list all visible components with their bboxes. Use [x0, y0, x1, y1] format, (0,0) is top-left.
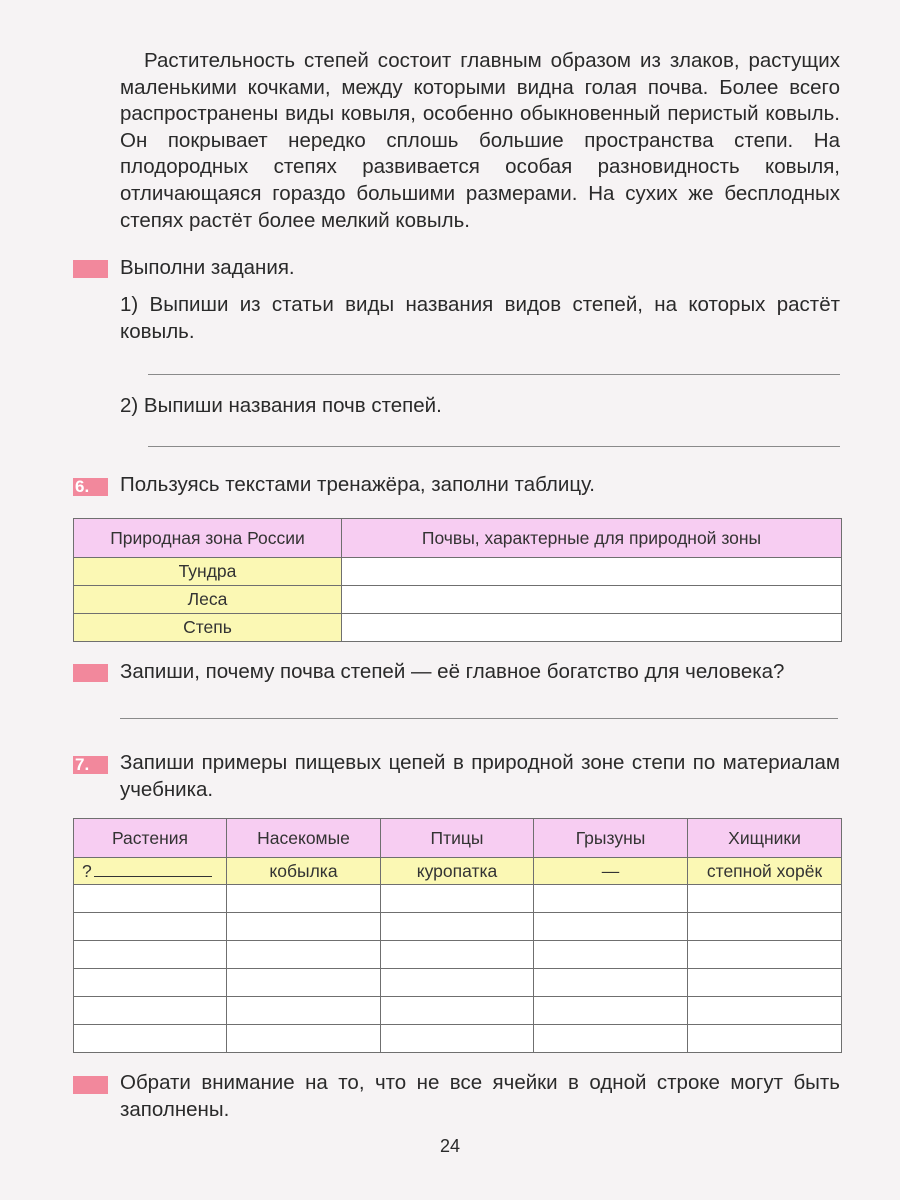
soil-table-answer-cell[interactable]: [342, 558, 842, 586]
food-chain-cell[interactable]: [227, 941, 381, 969]
food-chain-example-bird: куропатка: [381, 858, 534, 885]
soil-table-header-zone: Природная зона России: [74, 519, 342, 558]
food-chain-header-insects: Насекомые: [227, 819, 381, 858]
soil-table-header-soils: Почвы, характерные для природной зоны: [342, 519, 842, 558]
food-chain-header-plants: Растения: [74, 819, 227, 858]
food-chain-cell[interactable]: [74, 941, 227, 969]
food-chain-cell[interactable]: [688, 969, 842, 997]
food-chain-cell[interactable]: [534, 1025, 688, 1053]
food-chain-cell[interactable]: [381, 969, 534, 997]
food-chain-example-rodent: —: [534, 858, 688, 885]
answer-line-3[interactable]: [120, 718, 838, 719]
food-chain-cell[interactable]: [381, 941, 534, 969]
food-chain-cell[interactable]: [688, 997, 842, 1025]
food-chain-cell[interactable]: [227, 997, 381, 1025]
soil-table-zone-cell: Леса: [74, 586, 342, 614]
food-chain-cell[interactable]: [688, 885, 842, 913]
task-6-number: 6.: [73, 478, 108, 496]
soil-table-answer-cell[interactable]: [342, 614, 842, 642]
task-7-text: Запиши примеры пищевых цепей в природной зоне степи по материалам учебника.: [120, 751, 840, 801]
food-chain-cell[interactable]: [534, 941, 688, 969]
food-chain-example-insect: кобылка: [227, 858, 381, 885]
food-chain-cell[interactable]: [381, 913, 534, 941]
food-chain-cell[interactable]: [688, 913, 842, 941]
soil-table-zone-cell: Степь: [74, 614, 342, 642]
food-chain-example-plant[interactable]: [74, 858, 227, 885]
food-chain-cell[interactable]: [688, 941, 842, 969]
food-chain-table: [73, 818, 842, 1053]
food-chain-cell[interactable]: [74, 969, 227, 997]
food-chain-cell[interactable]: [534, 969, 688, 997]
food-chain-cell[interactable]: [381, 997, 534, 1025]
food-chain-cell[interactable]: [688, 1025, 842, 1053]
answer-line-1[interactable]: [148, 374, 840, 375]
food-chain-cell[interactable]: [74, 997, 227, 1025]
page-number: 24: [439, 1136, 461, 1156]
food-chain-header-predators: Хищники: [688, 819, 842, 858]
task-marker: [73, 1076, 108, 1094]
task-b-text: Запиши, почему почва степей — её главное богатство для человека?: [120, 660, 785, 683]
task-marker: [73, 664, 108, 682]
soil-table-answer-cell[interactable]: [342, 586, 842, 614]
fill-in-blank[interactable]: [94, 862, 212, 877]
note-text: Обрати внимание на то, что не все ячейки в одной строке могут быть заполнены.: [120, 1071, 840, 1121]
intro-paragraph: [120, 48, 840, 234]
food-chain-cell[interactable]: [74, 885, 227, 913]
soil-table: [73, 518, 842, 642]
food-chain-example-predator: степной хорёк: [688, 858, 842, 885]
task-a-heading: Выполни задания.: [120, 256, 295, 279]
task-marker: [73, 260, 108, 278]
food-chain-cell[interactable]: [227, 885, 381, 913]
food-chain-cell[interactable]: [534, 885, 688, 913]
food-chain-cell[interactable]: [227, 969, 381, 997]
answer-line-2[interactable]: [148, 446, 840, 447]
food-chain-header-birds: Птицы: [381, 819, 534, 858]
task-6-text: Пользуясь текстами тренажёра, заполни таблицу.: [120, 473, 595, 496]
food-chain-cell[interactable]: [534, 997, 688, 1025]
food-chain-cell[interactable]: [74, 1025, 227, 1053]
food-chain-cell[interactable]: [227, 913, 381, 941]
question-mark: ?: [82, 860, 92, 881]
food-chain-cell[interactable]: [534, 913, 688, 941]
food-chain-cell[interactable]: [227, 1025, 381, 1053]
food-chain-header-rodents: Грызуны: [534, 819, 688, 858]
food-chain-cell[interactable]: [381, 885, 534, 913]
task-a-question-1: 1) Выпиши из статьи виды названия видов степей, на которых растёт ковыль.: [120, 293, 840, 343]
task-a-question-2: 2) Выпиши названия почв степей.: [120, 394, 442, 417]
soil-table-zone-cell: Тундра: [74, 558, 342, 586]
task-7-number: 7.: [73, 756, 108, 774]
food-chain-cell[interactable]: [74, 913, 227, 941]
intro-paragraph-text: Растительность степей состоит главным образом из злаков, растущих маленькими кочками, между которыми видна голая почва. Более всего распространены виды ковыля, особенно обыкновенный перистый ковыль. Он покрывает нередко сплошь большие пространства степи. На плодородных степях развивается особая разновидность ковыля, отличающаяся гораздо большими размерами. На сухих же бесплодных степях растёт более мелкий ковыль.: [120, 49, 840, 232]
food-chain-cell[interactable]: [381, 1025, 534, 1053]
